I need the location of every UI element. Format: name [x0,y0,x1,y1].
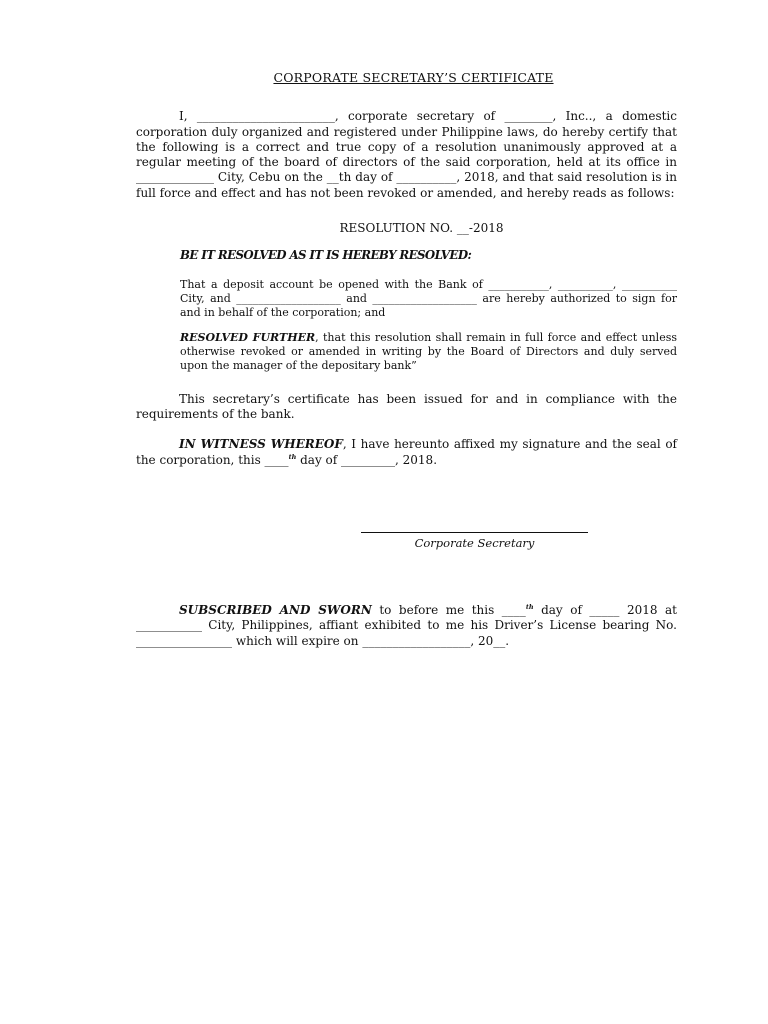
resolution-body: That a deposit account be opened with the Bank of ___________, __________, __________ City, and ___________________ and ___________________ are hereby authorized to sign for and in behalf of the corporation; and [180,277,677,319]
signature-title: Corporate Secretary [414,535,535,550]
subscribed-superscript: th [525,603,534,612]
document-title: CORPORATE SECRETARY’S CERTIFICATE [273,70,554,85]
resolved-further-text: , that this resolution shall remain in full force and effect unless otherwise revoked or amended in writing by the Board of Directors and duly served upon the manager of the depositary bank” [180,330,677,372]
resolution-number: RESOLUTION NO. __-2018 [339,221,504,236]
witness-text-after: day of _________, 2018. [296,452,438,467]
resolved-heading: BE IT RESOLVED AS IT IS HEREBY RESOLVED: [180,248,472,263]
resolved-further-paragraph [180,331,677,373]
subscribed-paragraph [136,603,677,649]
signature-line [361,532,588,533]
signature-block [361,532,588,551]
witness-text-before: , I have hereunto affixed my signature and the seal of the corporation, this ____ [136,437,677,467]
witness-superscript: th [288,452,297,461]
witness-lead: IN WITNESS WHEREOF [179,437,343,452]
certificate-paragraph: This secretary’s certificate has been issued for and in compliance with the requirements of the bank. [136,391,677,421]
subscribed-text-before: to before me this ____ [371,603,526,618]
subscribed-text-after: day of _____ 2018 at ___________ City, Philippines, affiant exhibited to me his Driver’s License bearing No. ________________ which will expire on __________________, 20__. [136,603,677,648]
certificate-document [136,70,677,649]
witness-paragraph [136,437,677,468]
intro-paragraph: I, _______________________, corporate secretary of ________, Inc.., a domestic corporation duly organized and registered under Philippine laws, do hereby certify that the following is a correct and true copy of a resolution unanimously approved at a regular meeting of the board of directors of the said corporation, held at its office in _____________ City, Cebu on the __th day of __________, 2018, and that said resolution is in full force and effect and has not been revoked or amended, and hereby reads as follows: [136,109,677,200]
resolved-further-lead: RESOLVED FURTHER [180,330,316,344]
subscribed-lead: SUBSCRIBED AND SWORN [179,603,372,618]
